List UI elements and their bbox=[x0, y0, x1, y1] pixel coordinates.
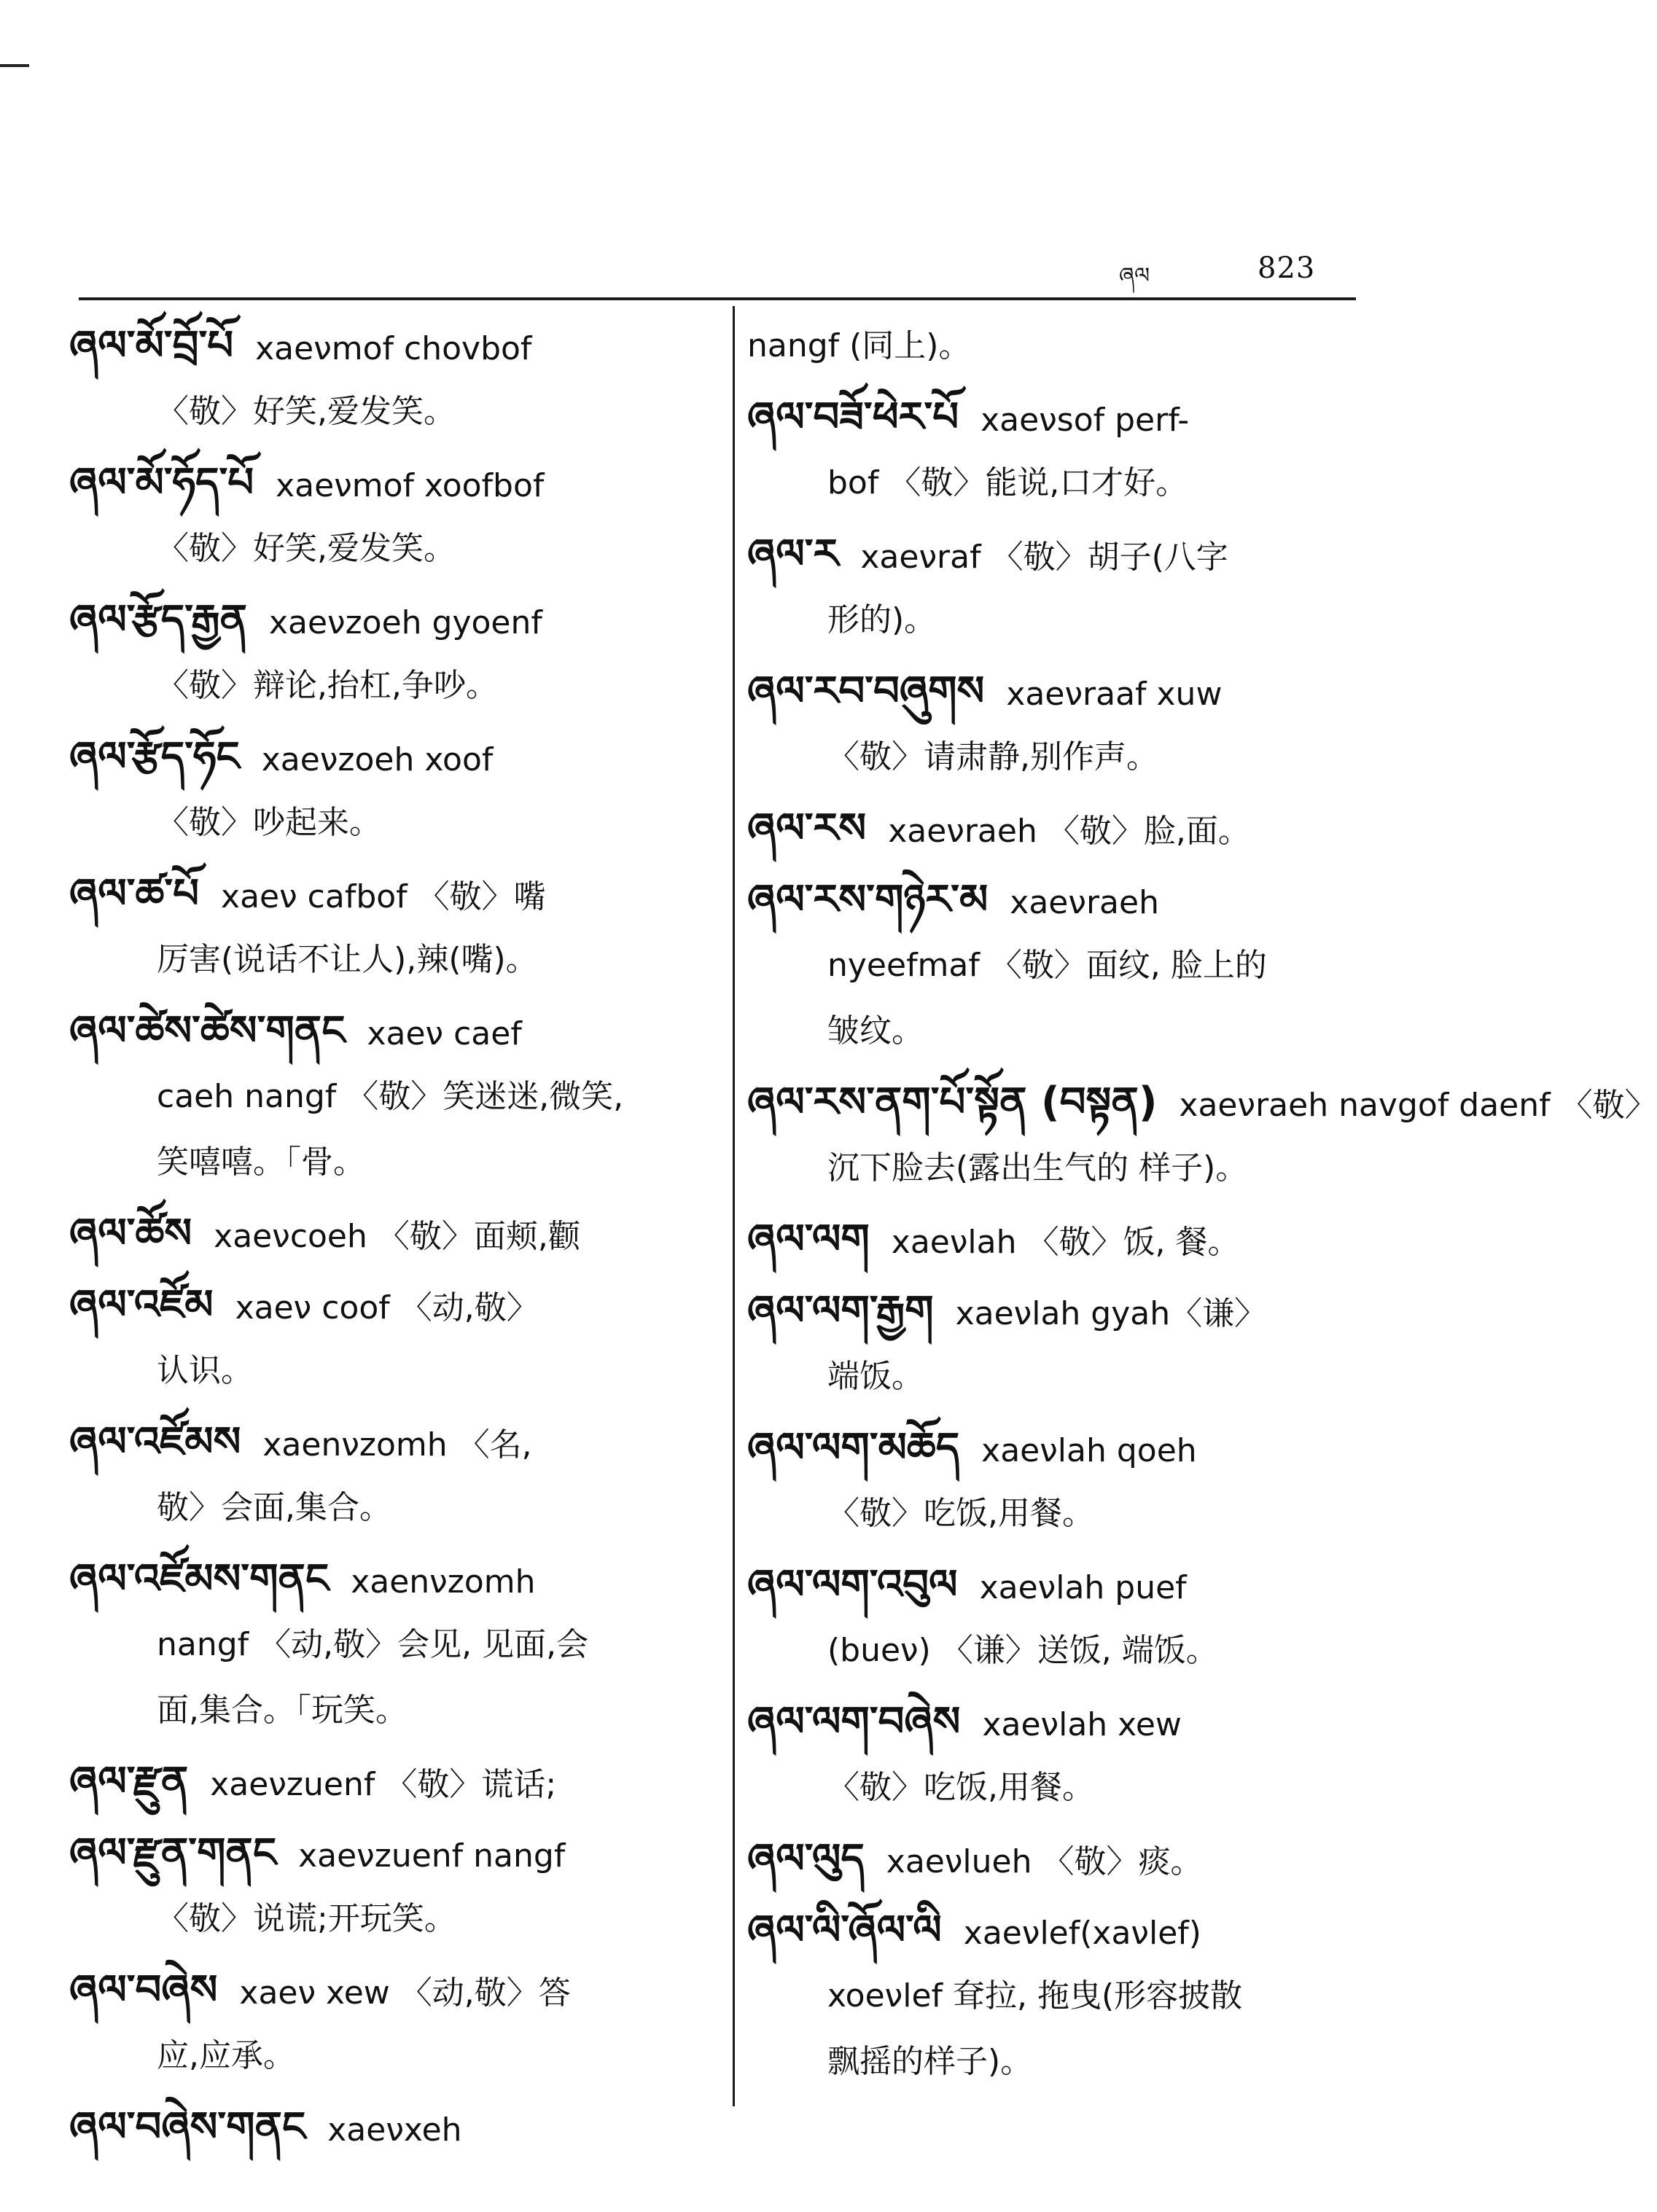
tibetan-headword: ཞལ་འཛོམས bbox=[69, 1418, 241, 1466]
entry-text: 笑嘻嘻。「骨。 bbox=[157, 1144, 365, 1181]
tibetan-headword: ཞལ་འཛོམ bbox=[69, 1281, 214, 1329]
entry-headline bbox=[69, 1958, 711, 2023]
entry-headline bbox=[747, 1826, 1367, 1892]
entry-headline bbox=[69, 313, 711, 379]
entry-text: xaeνzoeh gyoenf bbox=[268, 604, 542, 641]
entry-continuation bbox=[747, 1136, 1367, 1201]
tibetan-headword: ཞལ་ལུད bbox=[747, 1835, 865, 1883]
dictionary-entry bbox=[69, 587, 711, 719]
entry-headline bbox=[69, 1410, 711, 1475]
entry-headline bbox=[747, 522, 1367, 587]
entry-continuation bbox=[747, 450, 1367, 516]
entry-continuation bbox=[747, 724, 1367, 790]
entry-text: xaeνmof chovbof bbox=[255, 330, 532, 367]
dictionary-entry bbox=[747, 1826, 1367, 1892]
entry-continuation bbox=[747, 1481, 1367, 1547]
entry-headline bbox=[747, 1207, 1367, 1273]
tibetan-headword: ཞལ་རས bbox=[747, 805, 867, 852]
dictionary-entry bbox=[747, 1070, 1657, 1201]
tibetan-headword: ཞལ་ལི་ཞོལ་ལི bbox=[747, 1907, 942, 1954]
dictionary-entry bbox=[69, 1958, 711, 2089]
entry-headline bbox=[69, 998, 711, 1064]
entry-headline bbox=[747, 1070, 1657, 1136]
dictionary-entry bbox=[747, 313, 1367, 379]
entry-continuation bbox=[69, 1678, 711, 1743]
tibetan-headword: ཞལ་ཚོས bbox=[69, 1210, 192, 1257]
tibetan-headword: ཞལ་བཞེས bbox=[69, 1966, 218, 2014]
entry-text: xaeνlah xew bbox=[982, 1706, 1182, 1743]
entry-text: xaenνzomh 〈名, bbox=[262, 1426, 532, 1463]
entry-text: 皱纹。 bbox=[827, 1012, 924, 1050]
tibetan-headword: ཞལ་བཞེས་གནང bbox=[69, 2103, 306, 2151]
entry-continuation bbox=[69, 653, 711, 719]
dictionary-entry bbox=[69, 1201, 711, 1267]
right-column bbox=[747, 313, 1657, 2100]
tibetan-headword: ཞལ་རས་གཉེར་མ bbox=[747, 876, 989, 923]
dictionary-entry bbox=[69, 1410, 711, 1541]
entry-text: 形的)。 bbox=[827, 601, 937, 638]
tibetan-headword: ཞལ་ལག་འབུལ bbox=[747, 1561, 958, 1609]
entry-text: (bueν) 〈谦〉送饭, 端饭。 bbox=[827, 1632, 1218, 1669]
entry-text: nangf (同上)。 bbox=[747, 327, 971, 364]
entry-headline bbox=[747, 1415, 1367, 1481]
entry-headline bbox=[747, 796, 1367, 861]
entry-continuation bbox=[747, 1755, 1367, 1821]
tibetan-headword: ཞལ་རྫུན bbox=[69, 1758, 189, 1805]
dictionary-entry bbox=[747, 385, 1367, 516]
entry-text: xaenνzomh bbox=[351, 1563, 536, 1601]
tibetan-headword: ཞལ་འཛོམས་གནང bbox=[69, 1555, 330, 1603]
entry-headline bbox=[69, 2095, 711, 2160]
dictionary-entry bbox=[69, 313, 711, 445]
page-number: 823 bbox=[1258, 251, 1316, 285]
entry-continuation bbox=[69, 1064, 711, 1130]
entry-text: 〈敬〉好笑,爱发笑。 bbox=[157, 530, 456, 567]
dictionary-entry bbox=[69, 724, 711, 856]
dictionary-entry bbox=[69, 2095, 711, 2160]
entry-text: 沉下脸去(露出生气的 样子)。 bbox=[827, 1149, 1248, 1187]
tibetan-headword: ཞལ་རྫུན་གནང bbox=[69, 1829, 277, 1877]
entry-continuation bbox=[747, 1618, 1367, 1684]
entry-text: xaeν caef bbox=[367, 1015, 522, 1052]
entry-text: xaeν xew 〈动,敬〉答 bbox=[239, 1974, 571, 2012]
tibetan-headword: ཞལ་ཚེས་ཚེས་གནང bbox=[69, 1007, 346, 1055]
tibetan-headword: ཞལ་མོ་བྲོ་པོ bbox=[69, 322, 234, 370]
column-divider bbox=[733, 306, 735, 2106]
entry-continuation bbox=[747, 587, 1367, 653]
tibetan-headword: ཞལ་ལག་མཆོད bbox=[747, 1424, 960, 1472]
entry-headline bbox=[747, 385, 1367, 450]
dictionary-entry bbox=[69, 1547, 711, 1743]
entry-continuation bbox=[747, 998, 1367, 1064]
entry-headline bbox=[69, 587, 711, 653]
entry-text: 认识。 bbox=[157, 1352, 253, 1389]
entry-text: 〈敬〉好笑,爱发笑。 bbox=[157, 393, 456, 430]
entry-text: 〈敬〉说谎;开玩笑。 bbox=[157, 1900, 456, 1937]
entry-text: xaeνzuenf nangf bbox=[298, 1837, 566, 1875]
dictionary-entry bbox=[747, 659, 1367, 790]
entry-text: 〈敬〉请肃静,别作声。 bbox=[827, 738, 1158, 775]
entry-headline bbox=[69, 724, 711, 790]
entry-text: caeh nangf 〈敬〉笑迷迷,微笑, bbox=[157, 1078, 624, 1115]
dictionary-entry bbox=[69, 1273, 711, 1404]
entry-text: xaeνlef(xaνlef) bbox=[963, 1915, 1201, 1952]
entry-text: xaeνlueh 〈敬〉痰。 bbox=[886, 1843, 1203, 1880]
entry-headline bbox=[69, 861, 711, 927]
entry-headline bbox=[747, 313, 1367, 379]
entry-text: xaeνraf 〈敬〉胡子(八字 bbox=[860, 539, 1228, 576]
entry-text: xaeνcoeh 〈敬〉面颊,颧 bbox=[214, 1218, 580, 1255]
header-rule bbox=[79, 297, 1356, 300]
entry-text: xaeνraeh bbox=[1010, 884, 1159, 921]
entry-headline bbox=[747, 1552, 1367, 1618]
dictionary-entry bbox=[747, 522, 1367, 653]
tibetan-headword: ཞལ་རས་ནག་པོ་སྟོན (བསྟན) bbox=[747, 1079, 1158, 1126]
entry-text: 〈敬〉吵起来。 bbox=[157, 804, 381, 841]
entry-headline bbox=[747, 867, 1367, 933]
entry-continuation bbox=[69, 516, 711, 582]
entry-continuation bbox=[69, 1612, 711, 1678]
entry-text: xaeνlah puef bbox=[979, 1569, 1187, 1606]
entry-text: xoeνlef 耷拉, 拖曳(形容披散 bbox=[827, 1977, 1243, 2014]
entry-text: 飘摇的样子)。 bbox=[827, 2043, 1033, 2080]
entry-continuation bbox=[69, 2023, 711, 2089]
entry-headline bbox=[69, 1273, 711, 1338]
entry-text: 面,集合。「玩笑。 bbox=[157, 1692, 408, 1729]
entry-text: 应,应承。 bbox=[157, 2037, 295, 2074]
entry-text: nangf 〈动,敬〉会见, 见面,会 bbox=[157, 1626, 589, 1663]
entry-text: 端饭。 bbox=[827, 1358, 924, 1395]
entry-text: xaeν cafbof 〈敬〉嘴 bbox=[221, 878, 546, 915]
entry-text: xaeνzuenf 〈敬〉谎话; bbox=[210, 1766, 557, 1803]
entry-text: 厉害(说话不让人),辣(嘴)。 bbox=[157, 941, 538, 978]
entry-continuation bbox=[747, 933, 1367, 998]
entry-continuation bbox=[69, 1130, 711, 1195]
entry-continuation bbox=[69, 790, 711, 856]
dictionary-entry bbox=[747, 1207, 1367, 1273]
tibetan-folio-label: ཞལ bbox=[1119, 263, 1150, 289]
entry-text: 〈敬〉吃饭,用餐。 bbox=[827, 1495, 1094, 1532]
entry-text: xaeνraeh navgof daenf 〈敬〉 bbox=[1179, 1087, 1657, 1124]
entry-text: 敬〉会面,集合。 bbox=[157, 1489, 391, 1526]
entry-continuation bbox=[747, 1963, 1367, 2029]
dictionary-entry bbox=[69, 450, 711, 582]
tibetan-headword: ཞལ་ར bbox=[747, 531, 839, 578]
entry-text: xaeνraaf xuw bbox=[1006, 676, 1223, 713]
entry-headline bbox=[69, 1821, 711, 1886]
tibetan-headword: ཞལ་རྩོད་རྒྱན bbox=[69, 596, 247, 644]
entry-text: xaeνxeh bbox=[327, 2111, 462, 2149]
entry-text: bof 〈敬〉能说,口才好。 bbox=[827, 464, 1188, 501]
entry-continuation bbox=[69, 1475, 711, 1541]
entry-headline bbox=[69, 1547, 711, 1612]
entry-headline bbox=[747, 659, 1367, 724]
dictionary-entry bbox=[69, 1749, 711, 1815]
margin-mark bbox=[0, 64, 29, 67]
entry-headline bbox=[747, 1689, 1367, 1755]
entry-headline bbox=[69, 450, 711, 516]
entry-text: xaeνlah 〈敬〉饭, 餐。 bbox=[891, 1224, 1240, 1261]
dictionary-entry bbox=[747, 867, 1367, 1064]
tibetan-headword: ཞལ་མོ་ཧོད་པོ bbox=[69, 459, 254, 507]
dictionary-entry bbox=[747, 796, 1367, 861]
entry-text: nyeefmaf 〈敬〉面纹, 脸上的 bbox=[827, 947, 1267, 984]
entry-text: xaeνraeh 〈敬〉脸,面。 bbox=[888, 813, 1250, 850]
tibetan-headword: ཞལ་བཟོ་ཕེར་པོ bbox=[747, 394, 959, 441]
entry-continuation bbox=[69, 927, 711, 993]
dictionary-entry bbox=[747, 1415, 1367, 1547]
dictionary-entry bbox=[747, 1552, 1367, 1684]
dictionary-entry bbox=[747, 1689, 1367, 1821]
entry-text: xaeνzoeh xoof bbox=[261, 741, 494, 778]
entry-continuation bbox=[747, 2029, 1367, 2095]
entry-headline bbox=[69, 1201, 711, 1267]
tibetan-headword: ཞལ་ལག bbox=[747, 1216, 870, 1263]
dictionary-entry bbox=[747, 1278, 1367, 1410]
tibetan-headword: ཞལ་ཚ་པོ bbox=[69, 870, 200, 918]
entry-headline bbox=[747, 1278, 1367, 1344]
dictionary-entry bbox=[69, 861, 711, 993]
entry-headline bbox=[747, 1898, 1367, 1963]
entry-continuation bbox=[69, 379, 711, 445]
entry-text: 〈敬〉吃饭,用餐。 bbox=[827, 1769, 1094, 1806]
entry-text: xaeν coof 〈动,敬〉 bbox=[235, 1289, 539, 1326]
entry-continuation bbox=[69, 1886, 711, 1952]
entry-headline bbox=[69, 1749, 711, 1815]
dictionary-entry bbox=[69, 1821, 711, 1952]
tibetan-headword: ཞལ་ལག་རྒྱག bbox=[747, 1287, 934, 1334]
entry-text: xaeνlah gyah〈谦〉 bbox=[955, 1295, 1267, 1332]
tibetan-headword: ཞལ་རབ་བཞུགས bbox=[747, 668, 985, 715]
left-column bbox=[69, 313, 711, 2166]
dictionary-entry bbox=[69, 998, 711, 1195]
tibetan-headword: ཞལ་ལག་བཞེས bbox=[747, 1698, 961, 1746]
entry-text: 〈敬〉辩论,抬杠,争吵。 bbox=[157, 667, 498, 704]
entry-continuation bbox=[69, 1338, 711, 1404]
dictionary-entry bbox=[747, 1898, 1367, 2095]
entry-text: xaeνsof perf- bbox=[980, 402, 1190, 439]
entry-continuation bbox=[747, 1344, 1367, 1410]
tibetan-headword: ཞལ་རྩོད་ཧོང bbox=[69, 733, 240, 781]
entry-text: xaeνlah qoeh bbox=[981, 1432, 1197, 1469]
entry-text: xaeνmof xoofbof bbox=[276, 467, 545, 504]
